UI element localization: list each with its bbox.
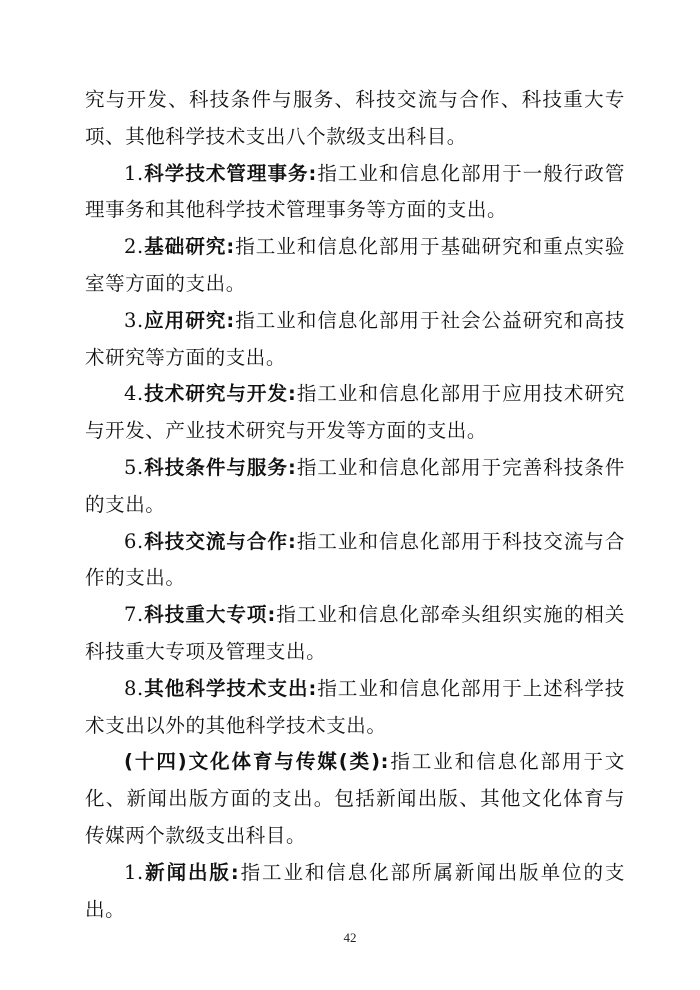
subitem-1-number: 1. [124,860,144,884]
item-4-term: 技术研究与开发: [143,382,297,406]
item-3-number: 3. [124,308,144,332]
item-7-paragraph [85,597,625,671]
item-1-text: 指工业和信息化部用于一般行政管理事务和其他科学技术管理事务等方面的支出。 [85,161,625,222]
item-1-term: 科学技术管理事务: [143,161,317,185]
item-4-number: 4. [124,382,144,406]
page-number: 42 [343,930,357,945]
item-8-number: 8. [124,676,144,700]
item-5-paragraph [85,450,625,524]
item-2-term: 基础研究: [143,235,235,259]
subitem-1-paragraph [85,855,625,929]
item-6-term: 科技交流与合作: [143,529,297,553]
document-body [85,82,625,928]
item-3-text: 指工业和信息化部用于社会公益研究和高技术研究等方面的支出。 [85,308,625,369]
item-3-term: 应用研究: [143,308,235,332]
item-4-paragraph [85,376,625,450]
item-5-number: 5. [124,455,144,479]
item-2-text: 指工业和信息化部用于基础研究和重点实验室等方面的支出。 [85,235,625,295]
item-2-paragraph [85,229,625,303]
subitem-1-text: 指工业和信息化部所属新闻出版单位的支出。 [85,860,625,921]
item-1-paragraph [85,156,625,230]
item-7-number: 7. [124,603,144,627]
item-5-term: 科技条件与服务: [143,455,297,479]
item-8-term: 其他科学技术支出: [143,676,317,700]
item-7-text: 指工业和信息化部牵头组织实施的相关科技重大专项及管理支出。 [85,603,626,663]
item-2-number: 2. [124,235,144,259]
continuation-text: 究与开发、科技条件与服务、科技交流与合作、科技重大专项、其他科学技术支出八个款级支出科目。 [85,88,625,148]
section-14-text: 指工业和信息化部用于文化、新闻出版方面的支出。包括新闻出版、其他文化体育与传媒两个款级支出科目。 [85,750,625,847]
item-6-number: 6. [124,529,144,553]
item-6-text: 指工业和信息化部用于科技交流与合作的支出。 [85,529,625,590]
subitem-1-term: 新闻出版: [143,860,240,884]
item-6-paragraph [85,524,625,598]
item-4-text: 指工业和信息化部用于应用技术研究与开发、产业技术研究与开发等方面的支出。 [85,382,625,443]
section-14-paragraph [85,744,625,854]
item-8-text: 指工业和信息化部用于上述科学技术支出以外的其他科学技术支出。 [85,676,625,737]
item-7-term: 科技重大专项: [143,603,276,627]
item-3-paragraph [85,303,625,377]
item-1-number: 1. [124,161,144,185]
item-8-paragraph [85,671,625,745]
section-14-heading: (十四)文化体育与传媒(类): [124,750,390,774]
item-5-text: 指工业和信息化部用于完善科技条件的支出。 [85,455,625,516]
continuation-paragraph [85,82,625,156]
